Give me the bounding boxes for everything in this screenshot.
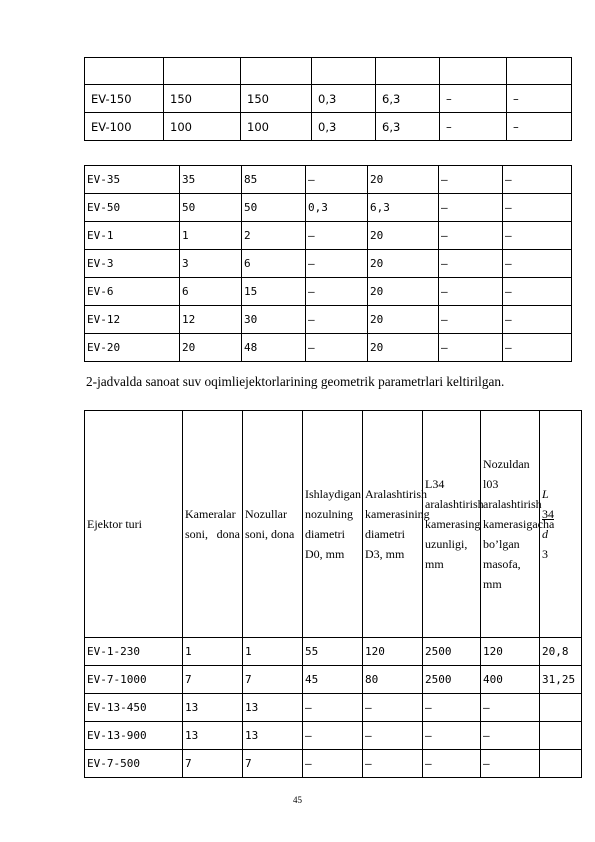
table-row [85, 306, 572, 334]
table-cell: 1 [183, 638, 243, 666]
header-mixing-chamber-diameter: Aralashtirish kamerasining diametri D3, mm [363, 411, 423, 638]
table-header-row [85, 411, 582, 638]
table-cell: – [423, 694, 481, 722]
table-cell: 7 [243, 750, 303, 778]
table-cell: 30 [242, 306, 306, 334]
table-cell: – [306, 250, 368, 278]
table-cell [507, 58, 572, 85]
table-cell: EV-3 [85, 250, 180, 278]
table-cell [540, 694, 582, 722]
table-cell: 2 [242, 222, 306, 250]
table-cell: – [363, 722, 423, 750]
header-ratio [540, 411, 582, 638]
table-cell: 50 [180, 194, 242, 222]
table-row [85, 194, 572, 222]
table-cell: EV-20 [85, 334, 180, 362]
header-nozzle-diameter: Ishlaydigan nozulning diametri D0, mm [303, 411, 363, 638]
table-cell: – [439, 194, 503, 222]
table-cell: – [503, 306, 572, 334]
table-cell: 12 [180, 306, 242, 334]
table-cell: 2500 [423, 666, 481, 694]
table-cell: EV-12 [85, 306, 180, 334]
table-cell: EV-13-450 [85, 694, 183, 722]
ratio-d: d [542, 527, 548, 541]
table-cell: 31,25 [540, 666, 582, 694]
table-cell: 6 [180, 278, 242, 306]
table-cell: 6,3 [376, 113, 440, 141]
table-cell: – [439, 166, 503, 194]
table-row [85, 722, 582, 750]
table-cell: EV-35 [85, 166, 180, 194]
table-row [85, 222, 572, 250]
table-cell: 120 [363, 638, 423, 666]
table-cell: 85 [242, 166, 306, 194]
table-cell: 100 [241, 113, 312, 141]
table-cell: 20 [368, 250, 439, 278]
table-cell: – [439, 250, 503, 278]
table-cell [85, 58, 164, 85]
table-row [85, 85, 572, 113]
table-cell: 20 [368, 306, 439, 334]
table-cell: 1 [180, 222, 242, 250]
table-cell: 13 [183, 694, 243, 722]
table-cell [312, 58, 376, 85]
header-nozzle-count: Nozullar soni, dona [243, 411, 303, 638]
table-cell: – [303, 722, 363, 750]
table-cell: 400 [481, 666, 540, 694]
table-cell: 7 [183, 666, 243, 694]
header-nozzle-distance: Nozuldan l03 aralashtirish kamerasigacha bo’lgan masofa, mm [481, 411, 540, 638]
table-cell: – [439, 222, 503, 250]
table-cell: 6 [242, 250, 306, 278]
table-row [85, 750, 582, 778]
table-cell: 0,3 [306, 194, 368, 222]
table-row [85, 113, 572, 141]
table-cell: EV-7-500 [85, 750, 183, 778]
table-cell: 7 [243, 666, 303, 694]
table-cell: 150 [241, 85, 312, 113]
page-number: 45 [293, 795, 302, 805]
table-cell: 150 [164, 85, 241, 113]
table-cell [540, 722, 582, 750]
table-cell: 20 [180, 334, 242, 362]
table-cell: – [439, 278, 503, 306]
header-mixing-chamber-length: L34 aralashtirish kamerasing uzunligi, mm [423, 411, 481, 638]
table-cell: 20 [368, 166, 439, 194]
table-cell: 0,3 [312, 85, 376, 113]
table-row [85, 638, 582, 666]
table-cell: – [503, 278, 572, 306]
table-cell: 3 [180, 250, 242, 278]
ejector-table-continued [84, 57, 572, 141]
table-cell: – [306, 334, 368, 362]
table-cell: – [306, 278, 368, 306]
table-cell: – [439, 306, 503, 334]
table-cell: – [507, 85, 572, 113]
table-cell: – [439, 334, 503, 362]
table-cell: EV-1-230 [85, 638, 183, 666]
table-cell [164, 58, 241, 85]
table-cell: 7 [183, 750, 243, 778]
header-ejector-type: Ejektor turi [85, 411, 183, 638]
table-cell: 1 [243, 638, 303, 666]
table-cell: 6,3 [368, 194, 439, 222]
table-cell: – [303, 750, 363, 778]
table-cell: – [503, 194, 572, 222]
header-chamber-count: Kameralar soni, dona [183, 411, 243, 638]
ratio-3: 3 [542, 547, 548, 561]
table-cell: – [481, 750, 540, 778]
table-cell: – [503, 166, 572, 194]
table-cell: 20,8 [540, 638, 582, 666]
table-row [85, 666, 582, 694]
table-cell: 20 [368, 334, 439, 362]
table-row [85, 278, 572, 306]
table-cell: 100 [164, 113, 241, 141]
table-cell [440, 58, 507, 85]
table-cell: 48 [242, 334, 306, 362]
table-cell: EV-50 [85, 194, 180, 222]
table-cell: 0,3 [312, 113, 376, 141]
table-cell: – [306, 222, 368, 250]
table-cell: EV-150 [85, 85, 164, 113]
table-cell: EV-6 [85, 278, 180, 306]
table-cell: 13 [183, 722, 243, 750]
table-cell: 13 [243, 722, 303, 750]
table-row [85, 694, 582, 722]
table-cell: – [423, 750, 481, 778]
table-cell: EV-13-900 [85, 722, 183, 750]
table-cell [540, 750, 582, 778]
table-row [85, 166, 572, 194]
table-cell: 2500 [423, 638, 481, 666]
table-caption: 2-jadvalda sanoat suv oqimliejektorlarining geometrik parametrlari keltirilgan. [86, 374, 505, 389]
table-cell: – [306, 306, 368, 334]
table-cell: – [423, 722, 481, 750]
ratio-34: 34 [542, 507, 554, 521]
table-cell: – [481, 694, 540, 722]
table-cell: – [440, 113, 507, 141]
ejector-table-2 [84, 165, 572, 362]
table-cell: 45 [303, 666, 363, 694]
table-cell: – [363, 750, 423, 778]
table-cell: 50 [242, 194, 306, 222]
table-cell: – [306, 166, 368, 194]
table-cell: EV-1 [85, 222, 180, 250]
table-cell [376, 58, 440, 85]
table-cell: – [303, 694, 363, 722]
table-cell: 20 [368, 222, 439, 250]
table-row [85, 250, 572, 278]
table-cell: 35 [180, 166, 242, 194]
ratio-L: L [542, 487, 549, 501]
table-cell: 55 [303, 638, 363, 666]
ejector-geometry-table [84, 410, 582, 778]
table-row [85, 334, 572, 362]
table-cell: EV-100 [85, 113, 164, 141]
table-cell: 80 [363, 666, 423, 694]
table-cell: 20 [368, 278, 439, 306]
table-cell: – [481, 722, 540, 750]
table-cell: – [507, 113, 572, 141]
table-cell: 6,3 [376, 85, 440, 113]
table-header-row [85, 58, 572, 85]
table-cell: 13 [243, 694, 303, 722]
table-cell: 120 [481, 638, 540, 666]
table-cell: – [503, 334, 572, 362]
table-cell: 15 [242, 278, 306, 306]
table-cell: – [503, 250, 572, 278]
table-cell [241, 58, 312, 85]
table-cell: EV-7-1000 [85, 666, 183, 694]
table-cell: – [503, 222, 572, 250]
table-cell: – [440, 85, 507, 113]
table-cell: – [363, 694, 423, 722]
